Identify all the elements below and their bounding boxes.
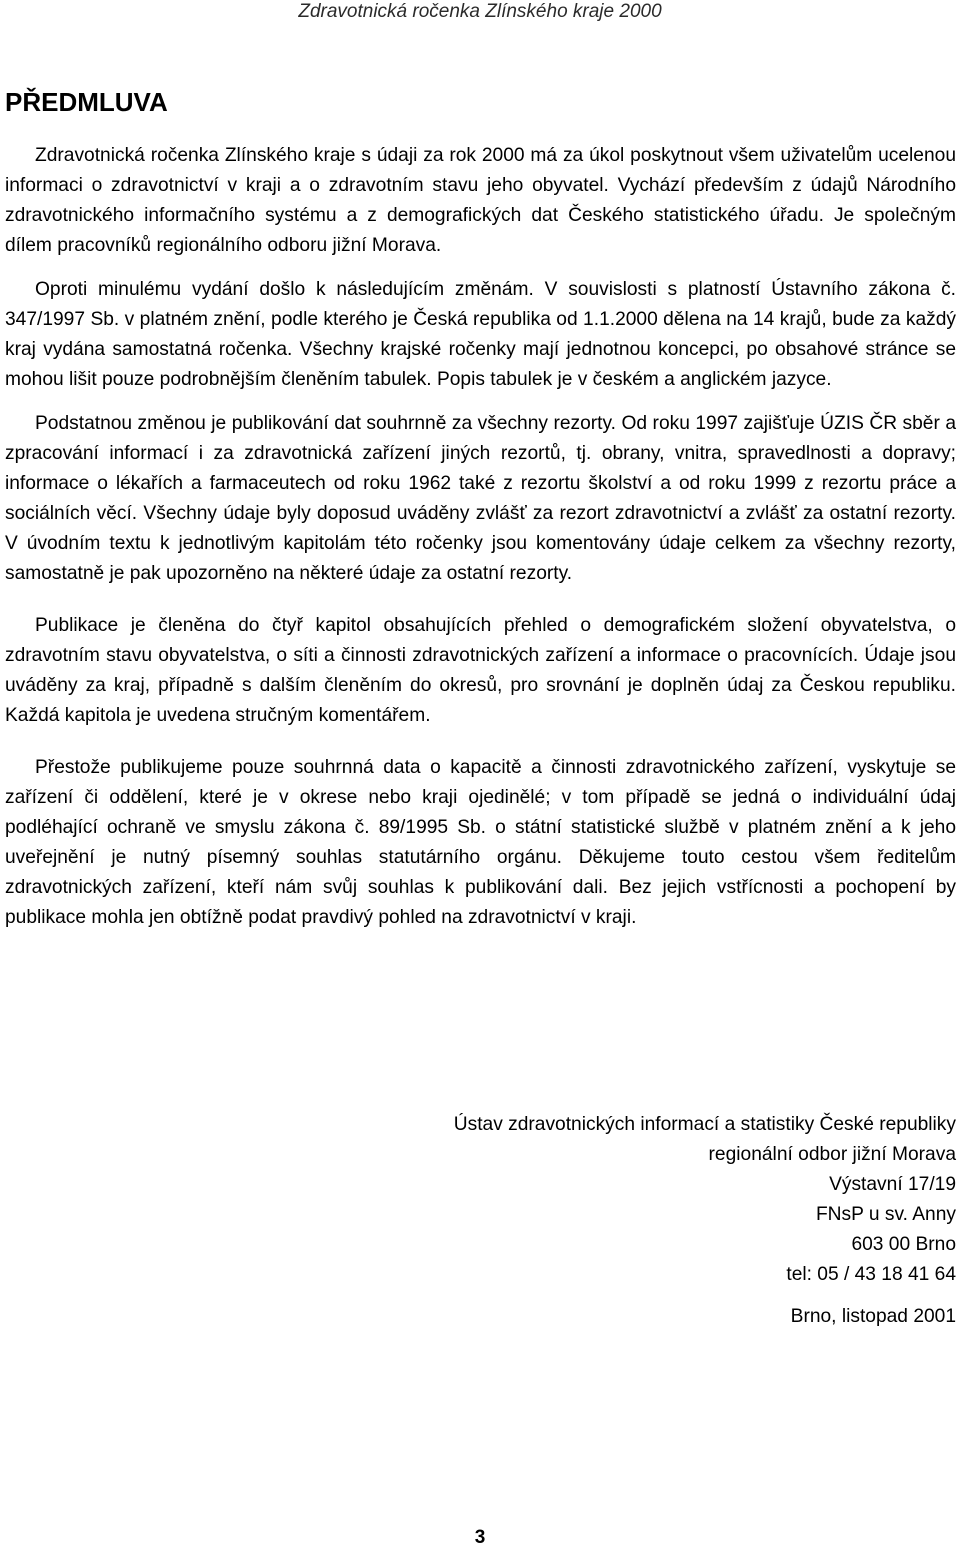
signature-institution: Ústav zdravotnických informací a statistiky České republiky [453,1114,956,1135]
signature-date: Brno, listopad 2001 [790,1306,956,1327]
paragraph-changes: Oproti minulému vydání došlo k následujícím změnám. V souvislosti s platností Ústavního zákona č. 347/1997 Sb. v platném znění, podle kterého je Česká republika od 1.1.2000 dělena na 14 krajů, bude za každý kraj vydána samostatná ročenka. Všechny krajské ročenky mají jednotnou koncepci, po obsahové stránce se mohou lišit pouze podrobnějším členěním tabulek. Popis tabulek je v českém a anglickém jazyce. [5,279,956,390]
signature-phone: tel: 05 / 43 18 41 64 [786,1264,956,1285]
paragraph-intro: Zdravotnická ročenka Zlínského kraje s údaji za rok 2000 má za úkol poskytnout všem uživatelům ucelenou informaci o zdravotnictví v kraji a o zdravotním stavu jeho obyvatel. Vychází především z údajů Národního zdravotnického informačního systému a z demografických dat Českého statistického úřadu. Je společným dílem pracovníků regionálního odboru jižní Morava. [5,145,956,256]
signature-city: 603 00 Brno [851,1234,956,1255]
preface-body [5,141,956,933]
paragraph-rezorty: Podstatnou změnou je publikování dat souhrnně za všechny rezorty. Od roku 1997 zajišťuje ÚZIS ČR sběr a zpracování informací i za zdravotnická zařízení jiných rezortů, tj. obrany, vnitra, spravedlnosti a dopravy; informace o lékařích a farmaceutech od roku 1962 také z rezortu školství a od roku 1999 z rezortu práce a sociálních věcí. Všechny údaje byly doposud uváděny zvlášť za rezort zdravotnictví a zvlášť za ostatní rezorty. V úvodním textu k jednotlivým kapitolám této ročenky jsou komentovány údaje celkem za všechny rezorty, samostatně je pak upozorněno na některé údaje za ostatní rezorty. [5,413,956,584]
page-title: PŘEDMLUVA [5,87,168,117]
signature-block [454,1110,956,1332]
page-number: 3 [474,1527,486,1548]
signature-department: regionální odbor jižní Morava [708,1144,956,1165]
signature-building: FNsP u sv. Anny [815,1204,956,1225]
paragraph-acknowledgement: Přestože publikujeme pouze souhrnná data o kapacitě a činnosti zdravotnického zařízení, vyskytuje se zařízení či oddělení, které je v okrese nebo kraji ojedinělé; v tom případě se jedná o individuální údaj podléhající ochraně ve smyslu zákona č. 89/1995 Sb. o státní statistické službě v platném znění a k jeho uveřejnění je nutný písemný souhlas statutárního orgánu. Děkujeme touto cestou všem ředitelům zdravotnických zařízení, kteří nám svůj souhlas k publikování dali. Bez jejich vstřícnosti a pochopení by publikace mohla jen obtížně podat pravdivý pohled na zdravotnictví v kraji. [5,757,956,928]
running-header: Zdravotnická ročenka Zlínského kraje 2000 [298,1,662,22]
signature-street: Výstavní 17/19 [829,1174,956,1195]
paragraph-chapters: Publikace je členěna do čtyř kapitol obsahujících přehled o demografickém složení obyvatelstva, o zdravotním stavu obyvatelstva, o síti a činnosti zdravotnických zařízení a informace o pracovnících. Údaje jsou uváděny za kraj, případně s dalším členěním do okresů, pro srovnání je doplněn údaj za Českou republiku. Každá kapitola je uvedena stručným komentářem. [5,615,956,726]
